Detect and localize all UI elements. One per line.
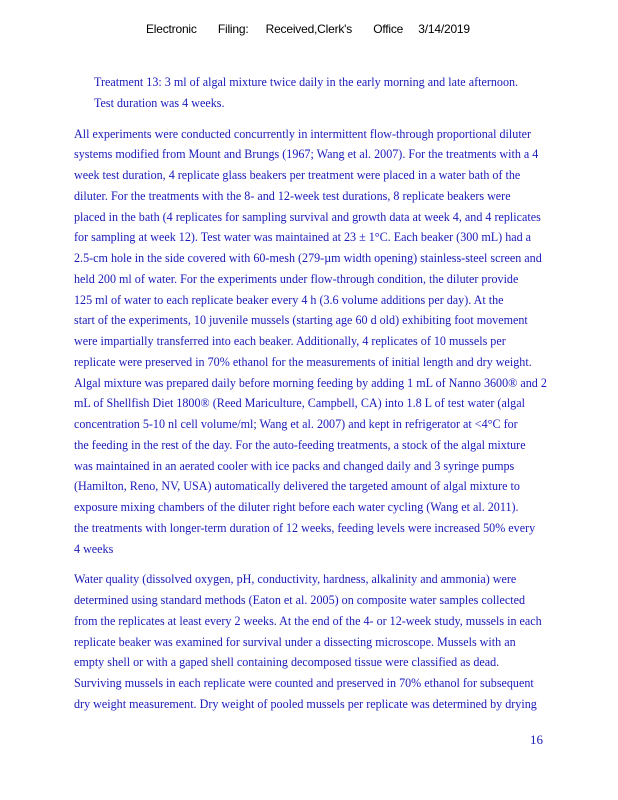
text-line: 4 weeks — [74, 541, 114, 556]
paragraph-water-quality — [74, 569, 599, 714]
filing-header — [146, 22, 470, 36]
text-line: replicate were preserved in 70% ethanol for the measurements of initial length and dry weight. — [74, 354, 532, 369]
text-line: determined using standard methods (Eaton et al. 2005) on composite water samples collected — [74, 593, 526, 607]
header-electronic: Electronic — [146, 22, 197, 36]
document-body — [74, 72, 599, 715]
header-received: Received,Clerk's — [265, 22, 353, 36]
text-line: diluter. For the treatments with the 8- and 12-week test durations, 8 replicate beakers were — [74, 188, 511, 203]
treatment-block — [74, 72, 599, 114]
text-line: week test duration, 4 replicate glass beakers per treatment were placed in a water bath of the — [74, 168, 521, 182]
text-line: held 200 ml of water. For the experiments under flow-through condition, the diluter provide — [74, 271, 519, 286]
text-line: the treatments with longer-term duration of 12 weeks, feeding levels were increased 50% every — [74, 520, 536, 535]
text-line: Treatment 13: 3 ml of algal mixture twice daily in the early morning and late afternoon. — [94, 75, 519, 89]
text-line: start of the experiments, 10 juvenile mussels (starting age 60 d old) exhibiting foot movement — [74, 313, 528, 328]
text-line: replicate beaker was examined for survival under a dissecting microscope. Mussels with an — [74, 634, 516, 649]
text-line: exposure mixing chambers of the diluter right before each water cycling (Wang et al. 2011). — [74, 500, 519, 514]
text-line: Algal mixture was prepared daily before morning feeding by adding 1 mL of Nanno 3600® and 2 — [74, 375, 547, 390]
text-line: 125 ml of water to each replicate beaker every 4 h (3.6 volume additions per day). At the — [74, 292, 504, 307]
text-line: concentration 5-10 nl cell volume/ml; Wang et al. 2007) and kept in refrigerator at <4°C for — [74, 417, 518, 431]
paragraph-methods — [74, 124, 599, 560]
text-line: mL of Shellfish Diet 1800® (Reed Mariculture, Campbell, CA) into 1.8 L of test water (algal — [74, 396, 525, 411]
text-line: were impartially transferred into each beaker. Additionally, 4 replicates of 10 mussels per — [74, 334, 506, 348]
text-line: dry weight measurement. Dry weight of pooled mussels per replicate was determined by drying — [74, 696, 537, 711]
text-line: systems modified from Mount and Brungs (1967; Wang et al. 2007). For the treatments with a 4 — [74, 147, 539, 162]
text-line: for sampling at week 12). Test water was maintained at 23 ± 1°C. Each beaker (300 mL) had a — [74, 230, 532, 245]
text-line: All experiments were conducted concurrently in intermittent flow-through proportional diluter — [74, 126, 532, 141]
text-line: Water quality (dissolved oxygen, pH, conductivity, hardness, alkalinity and ammonia) were — [74, 572, 517, 587]
text-line: empty shell or with a gaped shell containing decomposed tissue were classified as dead. — [74, 655, 500, 670]
header-filing: Filing: — [217, 22, 249, 36]
header-date: 3/14/2019 — [418, 22, 470, 36]
header-office: Office — [373, 22, 404, 36]
text-line: was maintained in an aerated cooler with ice packs and changed daily and 3 syringe pumps — [74, 458, 515, 473]
page-number: 16 — [530, 732, 543, 747]
text-line: Test duration was 4 weeks. — [94, 95, 225, 110]
text-line: the feeding in the rest of the day. For the auto-feeding treatments, a stock of the algal mixture — [74, 437, 526, 452]
text-line: placed in the bath (4 replicates for sampling survival and growth data at week 4, and 4 replicates — [74, 209, 541, 224]
text-line: (Hamilton, Reno, NV, USA) automatically delivered the targeted amount of algal mixture to — [74, 479, 520, 494]
text-line: Surviving mussels in each replicate were counted and preserved in 70% ethanol for subsequent — [74, 676, 534, 690]
text-line: 2.5-cm hole in the side covered with 60-mesh (279-µm width opening) stainless-steel screen and — [74, 251, 542, 265]
text-line: from the replicates at least every 2 weeks. At the end of the 4- or 12-week study, mussels in each — [74, 613, 542, 628]
